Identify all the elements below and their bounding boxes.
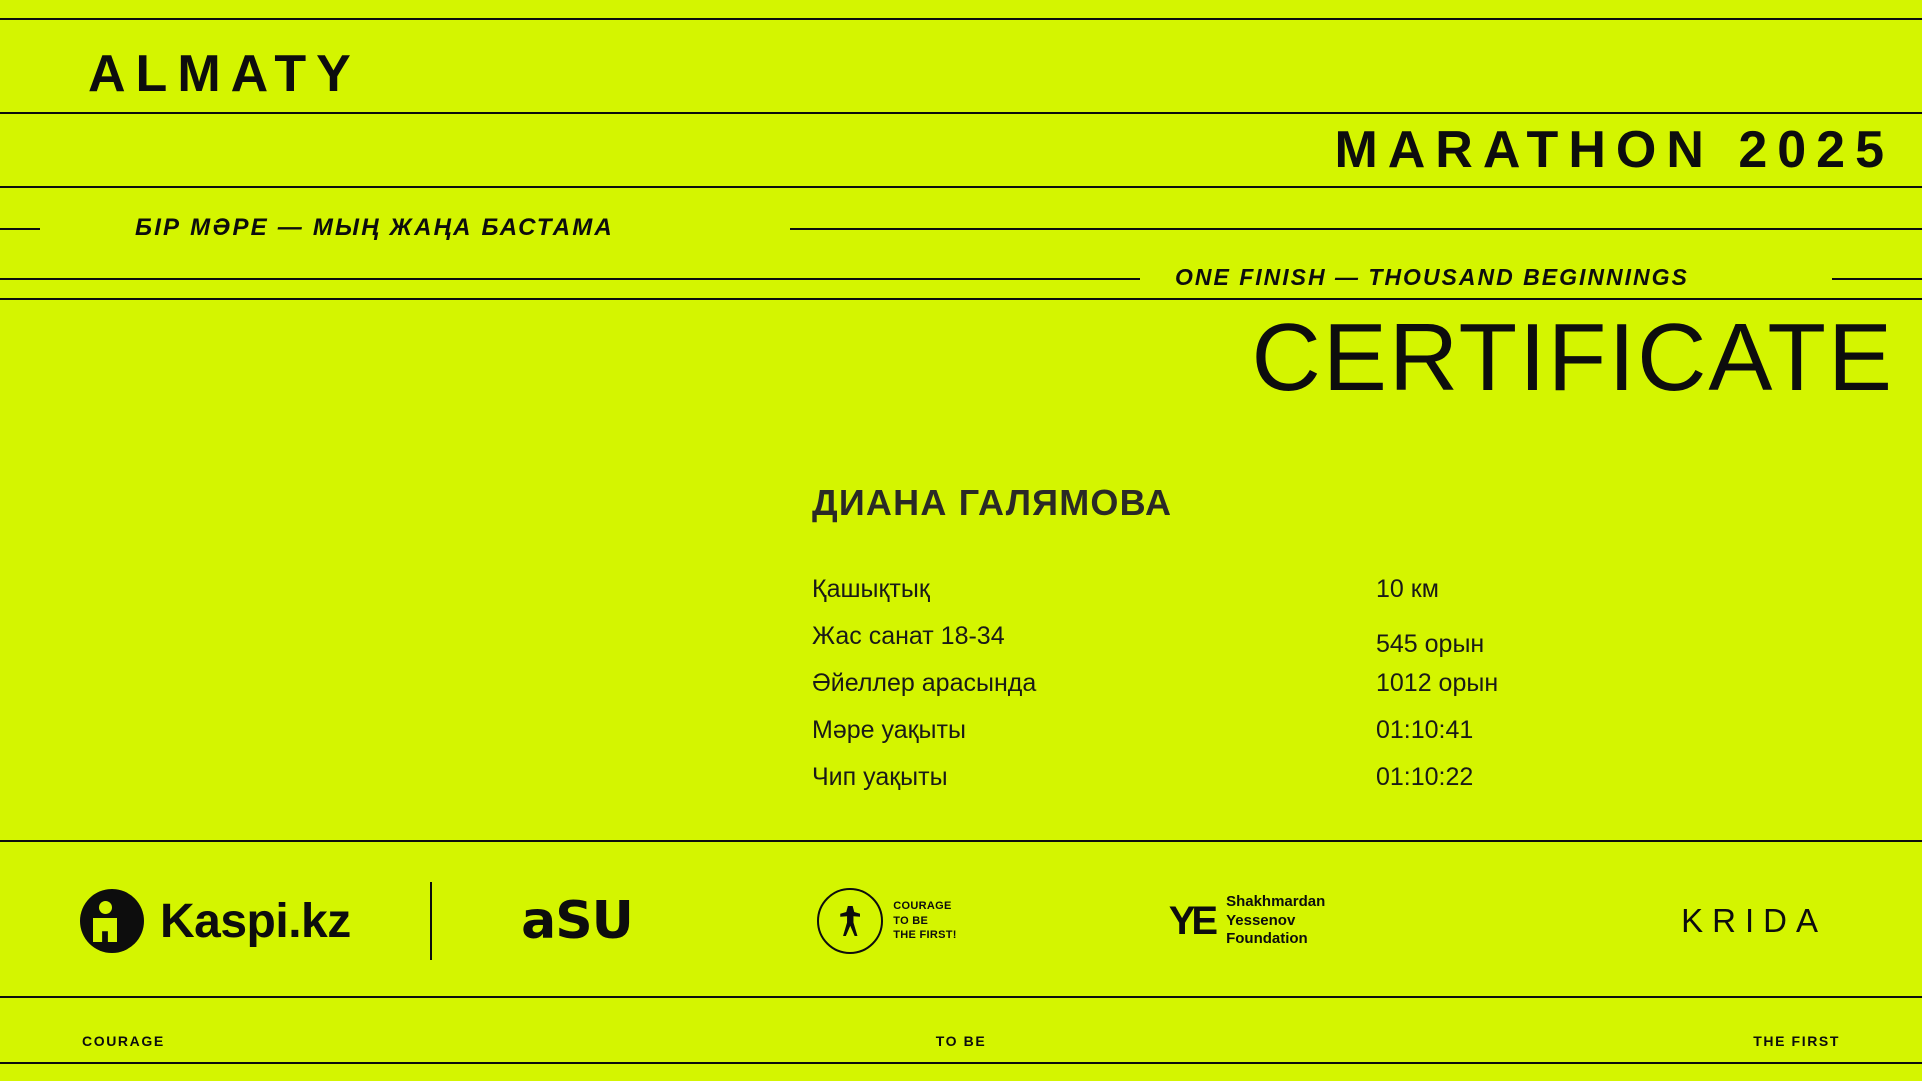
slogan-kz-rule-right: [790, 228, 1922, 230]
footer-left: COURAGE: [82, 1033, 165, 1049]
slogan-kazakh: БІР МӘРЕ — МЫҢ ЖАҢА БАСТАМА: [135, 214, 614, 241]
sponsor-asu: [432, 845, 722, 997]
krida-label: KRIDA: [1681, 902, 1827, 939]
kaspi-label: Kaspi.kz: [160, 894, 351, 948]
result-value: 1012 орын: [1376, 669, 1499, 697]
sponsor-bar: [0, 845, 1922, 997]
yessenov-logo-icon: YE: [1168, 898, 1215, 943]
courage-line-2: TO BE: [893, 914, 929, 927]
sponsor-courage-fund: [722, 845, 1052, 997]
participant-name: ДИАНА ГАЛЯМОВА: [812, 482, 1173, 523]
city-title: ALMATY: [88, 45, 361, 103]
footer-middle: TO BE: [935, 1033, 987, 1049]
rule-top-4: [0, 298, 1922, 300]
result-label: Жас санат 18-34: [812, 622, 1005, 650]
shakhmardan-line-2: Yessenov: [1226, 911, 1296, 929]
event-title: MARATHON 2025: [1334, 121, 1894, 179]
asu-label: aSU: [521, 891, 633, 951]
footer-right: THE FIRST: [1753, 1033, 1840, 1049]
table-row: [812, 575, 1612, 622]
sponsor-kaspi: [0, 845, 430, 997]
rule-top-1: [0, 18, 1922, 20]
courage-fund-icon: [817, 888, 883, 954]
slogan-en-rule-right: [1832, 278, 1922, 280]
sponsor-krida: [1442, 845, 1922, 997]
table-row: [812, 622, 1612, 669]
courage-line-1: COURAGE: [893, 899, 952, 912]
table-row: [812, 669, 1612, 716]
shakhmardan-line-1: Shakhmardan: [1226, 892, 1326, 910]
rule-top-3: [0, 186, 1922, 188]
footer: [0, 1020, 1922, 1062]
rule-footer-bottom: [0, 1062, 1922, 1064]
slogan-english: ONE FINISH — THOUSAND BEGINNINGS: [1175, 264, 1689, 290]
table-row: [812, 763, 1612, 810]
result-value: 545 орын: [1376, 630, 1485, 658]
shakhmardan-line-3: Foundation: [1226, 930, 1308, 948]
slogan-kz-rule-left: [0, 228, 40, 230]
results-table: [812, 575, 1612, 810]
result-value: 01:10:22: [1376, 763, 1474, 791]
result-label: Әйеллер арасында: [812, 669, 1037, 697]
result-label: Чип уақыты: [812, 763, 948, 791]
result-label: Қашықтық: [812, 575, 930, 603]
page-title: CERTIFICATE: [1251, 304, 1894, 411]
result-value: 01:10:41: [1376, 716, 1474, 744]
result-label: Мәре уақыты: [812, 716, 966, 744]
rule-sponsors-top: [0, 840, 1922, 842]
result-value: 10 км: [1376, 575, 1439, 603]
courage-line-3: THE FIRST!: [893, 929, 957, 942]
kaspi-logo-icon: [80, 889, 144, 953]
rule-top-2: [0, 112, 1922, 114]
table-row: [812, 716, 1612, 763]
slogan-en-rule-left: [0, 278, 1140, 280]
sponsor-shakhmardan-yessenov-foundation: [1052, 845, 1442, 997]
